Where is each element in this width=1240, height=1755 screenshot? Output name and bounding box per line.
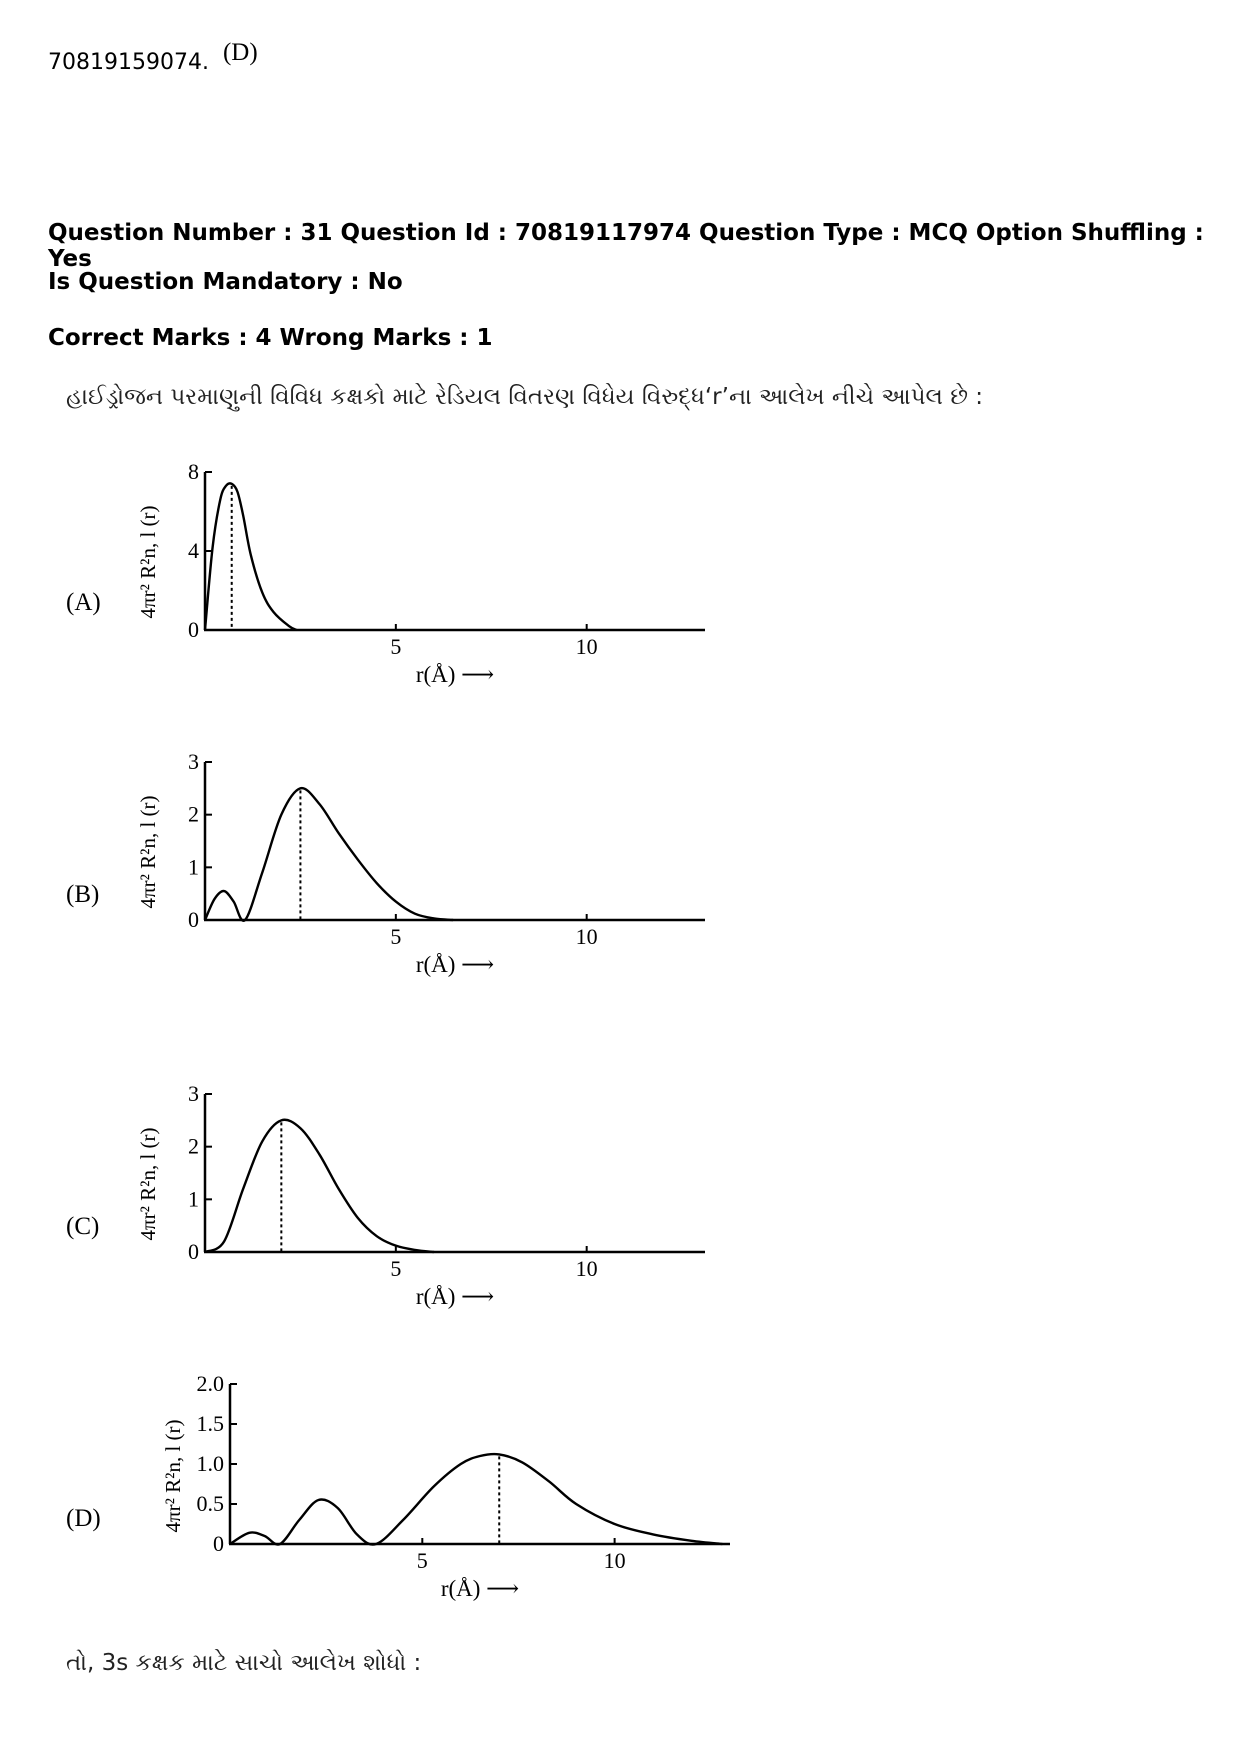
x-tick-label: 5 <box>390 924 402 949</box>
x-axis-label: r(Å) ⟶ <box>440 1576 520 1601</box>
x-tick-label: 5 <box>416 1548 428 1573</box>
question-mandatory-line: Is Question Mandatory : No <box>48 269 403 295</box>
radial-distribution-curve <box>205 1120 434 1252</box>
y-tick-label: 0 <box>213 1531 224 1556</box>
x-axis-label: r(Å) ⟶ <box>415 662 495 687</box>
y-tick-label: 0 <box>188 907 199 932</box>
x-tick-label: 5 <box>390 1256 402 1281</box>
y-tick-label: 1.0 <box>196 1451 224 1476</box>
radial-distribution-curve <box>205 788 453 921</box>
y-tick-label: 1 <box>188 854 199 880</box>
y-tick-label: 1 <box>188 1186 199 1212</box>
y-tick-label: 2.0 <box>196 1371 224 1396</box>
question-marks-line: Correct Marks : 4 Wrong Marks : 1 <box>48 325 493 351</box>
plot-option-c <box>0 1074 760 1314</box>
y-tick-label: 8 <box>188 459 199 484</box>
x-tick-label: 10 <box>603 1548 626 1573</box>
x-axis-label: r(Å) ⟶ <box>415 1284 495 1309</box>
y-tick-label: 0 <box>188 1239 199 1264</box>
y-axis-label: 4πr² R²n, l (r) <box>136 505 160 619</box>
radial-distribution-curve <box>205 483 297 630</box>
option-label: (A) <box>66 589 101 616</box>
y-tick-label: 4 <box>188 538 199 563</box>
plot-option-a <box>0 450 760 690</box>
previous-answer <box>48 39 258 76</box>
question-footer-text: તો, 3s કક્ષક માટે સાચો આલેખ શોધો : <box>66 1650 422 1676</box>
previous-answer-option: (D) <box>222 39 258 66</box>
y-tick-label: 2 <box>188 801 199 827</box>
y-tick-label: 3 <box>188 1081 199 1106</box>
y-tick-label: 2 <box>188 1133 199 1159</box>
radial-distribution-curve <box>230 1454 722 1545</box>
option-label: (B) <box>66 881 100 908</box>
x-tick-label: 5 <box>390 634 402 659</box>
option-label: (C) <box>66 1213 100 1240</box>
x-tick-label: 10 <box>575 634 598 659</box>
y-axis-label: 4πr² R²n, l (r) <box>161 1419 185 1533</box>
x-tick-label: 10 <box>575 1256 598 1281</box>
x-tick-label: 10 <box>575 924 598 949</box>
option-label: (D) <box>66 1505 101 1532</box>
y-axis-label: 4πr² R²n, l (r) <box>136 795 160 909</box>
plot-option-b <box>0 742 760 982</box>
y-axis-label: 4πr² R²n, l (r) <box>136 1127 160 1241</box>
y-tick-label: 0 <box>188 617 199 642</box>
plot-option-d <box>0 1366 760 1606</box>
y-tick-label: 3 <box>188 749 199 774</box>
previous-question-id: 70819159074. <box>48 50 209 75</box>
y-tick-label: 0.5 <box>196 1491 224 1516</box>
y-tick-label: 1.5 <box>196 1411 224 1436</box>
question-text: હાઈડ્રોજન પરમાણુની વિવિધ કક્ષકો માટે રેડિયલ વિતરણ વિધેય વિરુદ્ધ‘r’ના આલેખ નીચે આપેલ છે : <box>66 384 984 410</box>
x-axis-label: r(Å) ⟶ <box>415 952 495 977</box>
question-meta-line-1: Question Number : 31 Question Id : 70819117974 Question Type : MCQ Option Shuffling : Yes <box>48 220 1204 272</box>
